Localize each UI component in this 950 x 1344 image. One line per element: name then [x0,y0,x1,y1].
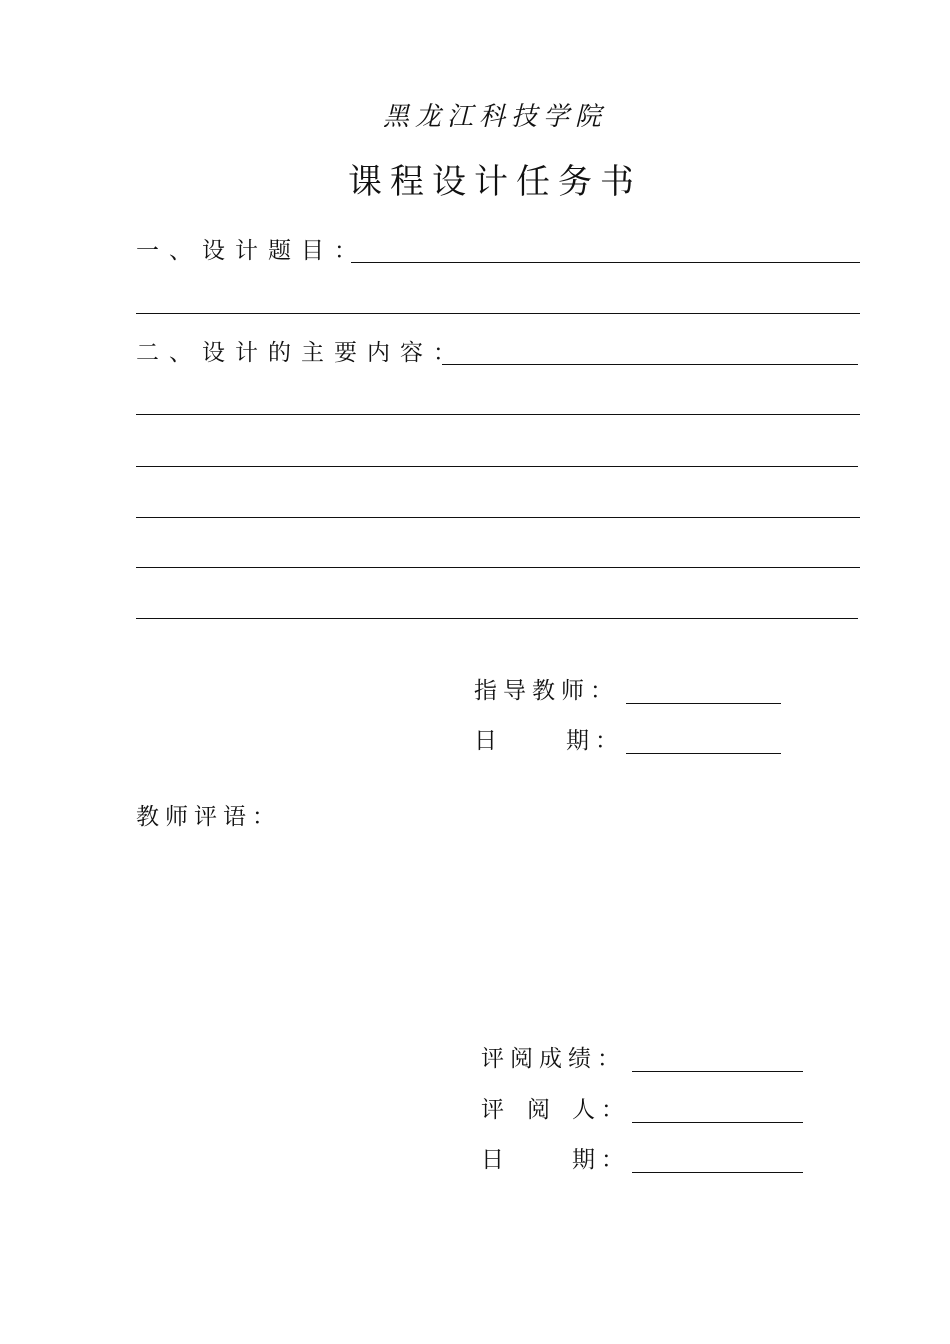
main-content-field-line-5[interactable] [136,567,860,568]
instructor-date-line[interactable] [626,753,781,754]
reviewer-signature-line[interactable] [632,1122,803,1123]
instructor-date-label-start: 日 [474,728,497,754]
main-content-field-line-4[interactable] [136,517,860,518]
design-topic-field-line-1[interactable] [351,262,860,263]
main-content-field-line-2[interactable] [136,414,860,415]
teacher-comment-label: 教师评语： [136,804,281,830]
main-content-field-line-6[interactable] [136,618,858,619]
main-content-label: 二、设计的主要内容： [136,340,466,366]
review-grade-line[interactable] [632,1071,803,1072]
document-title: 课程设计任务书 [348,162,642,202]
reviewer-label-char-2: 阅 [527,1097,550,1123]
design-topic-label: 一、设计题目： [136,238,367,264]
review-date-line[interactable] [632,1172,803,1173]
instructor-label: 指导教师： [474,678,619,704]
main-content-field-line-3[interactable] [136,466,858,467]
instructor-signature-line[interactable] [626,703,781,704]
reviewer-label-char-3: 人： [572,1097,630,1123]
main-content-field-line-1[interactable] [442,364,858,365]
instructor-date-label-end: 期： [566,728,624,754]
teacher-comment-area[interactable] [136,840,860,1020]
school-name: 黑龙江科技学院 [382,102,607,132]
review-date-label-start: 日 [481,1147,504,1173]
design-topic-field-line-2[interactable] [136,313,860,314]
review-date-label-end: 期： [572,1147,630,1173]
review-grade-label: 评阅成绩： [481,1046,626,1072]
reviewer-label-char-1: 评 [481,1097,504,1123]
